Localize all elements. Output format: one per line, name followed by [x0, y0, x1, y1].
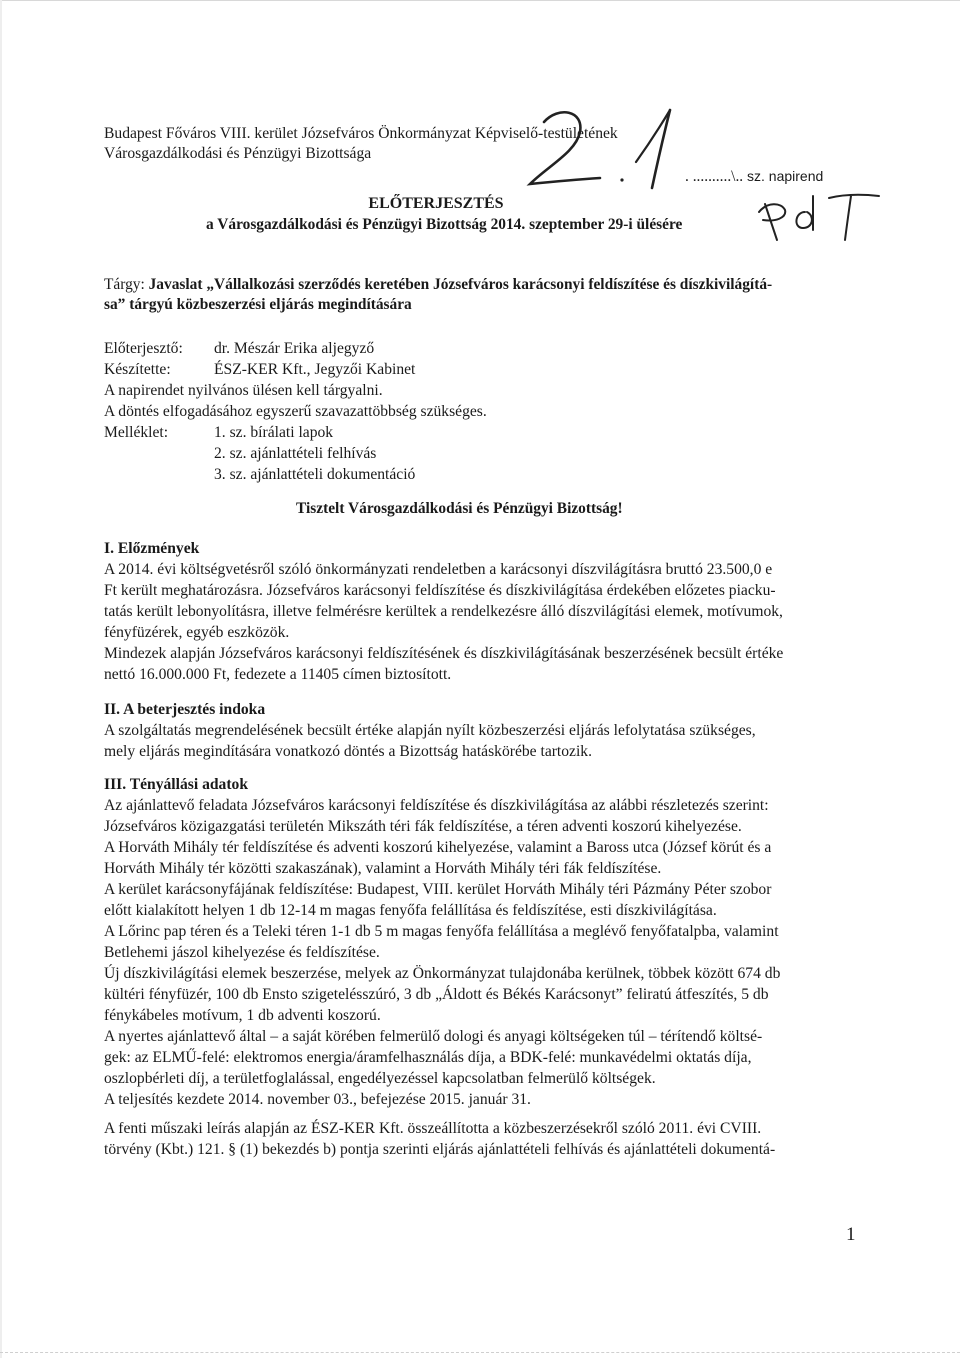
page-number: 1: [846, 1224, 856, 1245]
document-title: ELŐTERJESZTÉS: [368, 195, 504, 212]
section-background: [104, 538, 872, 685]
section-heading: III. Tényállási adatok: [104, 776, 248, 793]
section-line: A teljesítés kezdete 2014. november 03., befejezése 2015. január 31.: [104, 1091, 531, 1108]
section-line: Horváth Mihály tér közötti szakaszának), valamint a Horváth Mihály téri fák feldíszítése.: [104, 860, 662, 877]
header-line-2: Városgazdálkodási és Pénzügyi Bizottsága: [104, 145, 372, 162]
subject-line-1: [104, 275, 874, 295]
section-line: Józsefváros közigazgatási területén Mikszáth téri fák feldíszítése, a téren adventi koszorú kihelyezése.: [104, 818, 742, 835]
attachment-item: 1. sz. bírálati lapok: [214, 424, 334, 441]
majority-note: A döntés elfogadásához egyszerű szavazattöbbség szükséges.: [104, 403, 487, 420]
section-line: gek: az ELMŰ-felé: elektromos energia/áramfelhasználás díja, a BDK-felé: munkavédelmi oktatás díja,: [104, 1049, 752, 1066]
meta-block: [104, 338, 604, 485]
section-line: Betlehemi jászol kihelyezése és feldíszítése.: [104, 944, 380, 961]
public-note: A napirendet nyilvános ülésen kell tárgyalni.: [104, 382, 383, 399]
section-line: mely eljárás megindítására vonatkozó döntés a Bizottság hatáskörébe tartozik.: [104, 743, 593, 760]
section-line: A kerület karácsonyfájának feldíszítése: Budapest, VIII. kerület Horváth Mihály téri Pázmány Péter szobor: [104, 881, 772, 898]
presenter-value: dr. Mészár Erika aljegyző: [214, 340, 375, 357]
attachments-label: Melléklet:: [104, 424, 169, 441]
section-line: fényfüzérek, egyéb eszközök.: [104, 624, 290, 641]
section-line: kültéri fényfüzér, 100 db Ensto szigetelésszúró, 3 db „Áldott és Békés Karácsonyt” feliratú átfeszítés, 5 db: [104, 986, 769, 1003]
prepared-value: ÉSZ-KER Kft., Jegyzői Kabinet: [214, 361, 416, 378]
attachment-item: 3. sz. ajánlattételi dokumentáció: [214, 466, 416, 483]
salutation-block: [296, 500, 716, 518]
header-line-1: Budapest Főváros VIII. kerület Józsefváros Önkormányzat Képviselő-testületének: [104, 125, 618, 142]
section-line: előtt kialakított helyen 1 db 12-14 m magas fenyőfa felállítása és feldíszítése, esti díszkivilágítása.: [104, 902, 717, 919]
section-line: A nyertes ajánlattevő által – a saját körében felmerülő dologi és anyagi költségeken túl – térítendő költsé-: [104, 1028, 763, 1045]
closing-line: A fenti műszaki leírás alapján az ÉSZ-KER Kft. összeállította a közbeszerzésekről szóló 2011. évi CVIII.: [104, 1120, 762, 1137]
scan-edge-bottom: [0, 1352, 960, 1354]
title-block: [96, 194, 776, 235]
section-line: oszlopbérleti díj, a területfoglalással, engedélyezéssel kapcsolatban felmerülő költségek.: [104, 1070, 656, 1087]
section-line: nettó 16.000.000 Ft, fedezete a 11405 címen biztosított.: [104, 666, 452, 683]
section-line: fénykábeles motívum, 1 db adventi koszorú.: [104, 1007, 381, 1024]
salutation: Tisztelt Városgazdálkodási és Pénzügyi Bizottság!: [296, 500, 623, 517]
section-line: tatás került lebonyolításra, illetve felmérésre kerültek a rendelkezésre álló díszvilágítási elemek, motívumok,: [104, 603, 783, 620]
document-header: [104, 124, 864, 164]
subject-line-2: sa” tárgyú közbeszerzési eljárás megindítására: [104, 296, 412, 313]
closing-line: törvény (Kbt.) 121. § (1) bekezdés b) pontja szerinti eljárás ajánlattételi felhívás és ajánlattételi dokumentá-: [104, 1141, 776, 1158]
section-line: Új díszkivilágítási elemek beszerzése, melyek az Önkormányzat tulajdonába kerülnek, többek között 674 db: [104, 965, 781, 982]
section-facts: [104, 774, 872, 1110]
attachments-row-2: [104, 443, 604, 464]
prepared-row: [104, 359, 604, 380]
subject-block: [104, 275, 874, 315]
prepared-label: Készítette:: [104, 361, 171, 378]
section-line: A Horváth Mihály tér feldíszítése és adventi koszorú kihelyezése, valamint a Baross utca (József körút és a: [104, 839, 772, 856]
meeting-subtitle: a Városgazdálkodási és Pénzügyi Bizottság 2014. szeptember 29-i ülésére: [206, 216, 683, 233]
section-line: Az ajánlattevő feladata Józsefváros karácsonyi feldíszítése és díszkivilágítása az alábbi részletezés szerint:: [104, 797, 769, 814]
agenda-dots: . ..........\..: [685, 168, 747, 185]
section-line: A 2014. évi költségvetésről szóló önkormányzati rendeletben a karácsonyi díszvilágításra bruttó 23.500,0 e: [104, 561, 773, 578]
presenter-label: Előterjesztő:: [104, 340, 183, 357]
section-heading: II. A beterjesztés indoka: [104, 701, 266, 718]
agenda-item-marker: [685, 168, 895, 186]
section-line: Mindezek alapján Józsefváros karácsonyi feldíszítésének és díszkivilágításának beszerzésének becsült értéke: [104, 645, 784, 662]
subject-label: Tárgy:: [104, 276, 145, 293]
attachments-row: [104, 422, 604, 443]
presenter-row: [104, 338, 604, 359]
section-line: Ft került meghatározásra. Józsefváros karácsonyi feldíszítése és díszkivilágítása érdekében előzetes piacku-: [104, 582, 776, 599]
scan-edge-left: [0, 0, 2, 1358]
section-line: A szolgáltatás megrendelésének becsült értéke alapján nyílt közbeszerzési eljárás lefolytatása szükséges,: [104, 722, 756, 739]
section-heading: I. Előzmények: [104, 540, 200, 557]
attachment-item: 2. sz. ajánlattételi felhívás: [214, 445, 377, 462]
attachments-row-3: [104, 464, 604, 485]
section-line: A Lőrinc pap téren és a Teleki téren 1-1 db 5 m magas fenyőfa felállítása a meglévő fenyőfatalpba, valamint: [104, 923, 779, 940]
subject-text: Javaslat „Vállalkozási szerződés keretében Józsefváros karácsonyi feldíszítése és díszkivilágítá-: [148, 276, 773, 293]
section-reason: [104, 699, 872, 762]
agenda-suffix: sz. napirend: [747, 168, 824, 184]
closing-paragraph: [104, 1118, 872, 1160]
scan-edge-top: [0, 0, 960, 1]
